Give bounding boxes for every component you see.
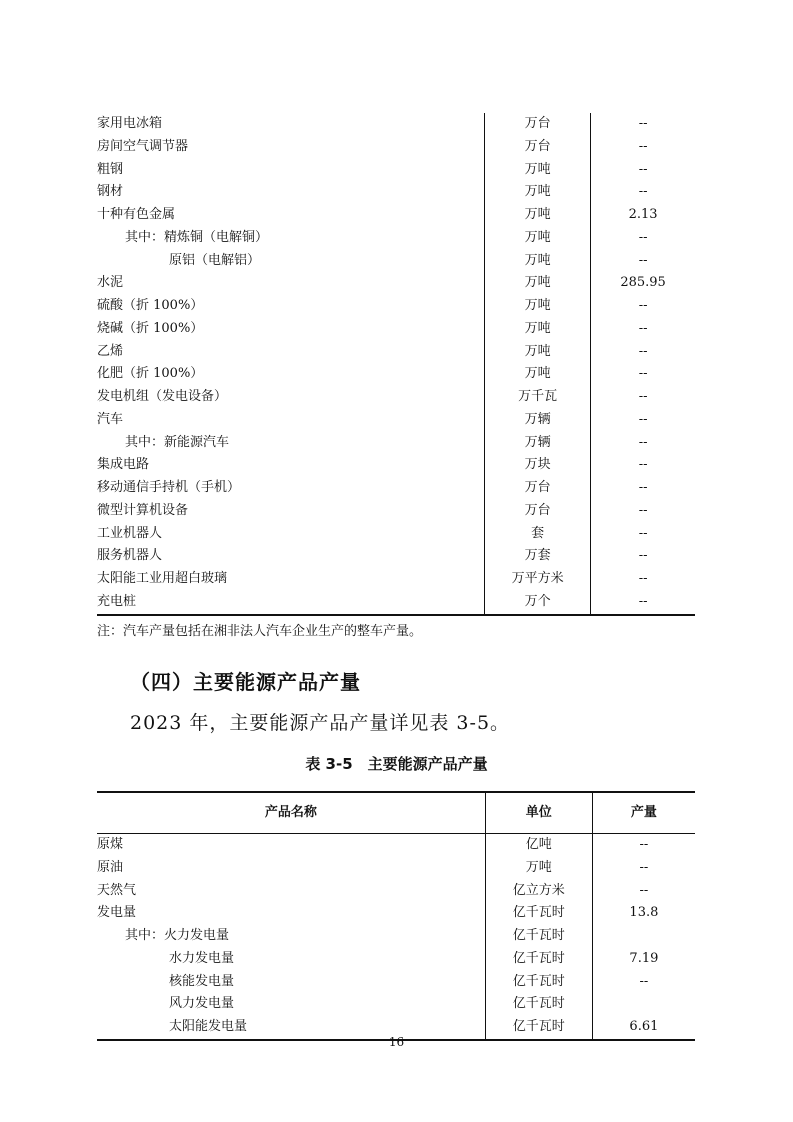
product-name-cell: 移动通信手持机（手机） [97, 480, 241, 495]
table-row [97, 363, 695, 386]
unit-cell: 万吨 [485, 318, 591, 341]
industrial-products-table [97, 113, 695, 616]
column-header-unit: 单位 [485, 792, 592, 834]
table-row [97, 477, 695, 500]
output-value-cell: -- [591, 545, 695, 568]
table-row [97, 136, 695, 159]
output-value-cell: 285.95 [591, 272, 695, 295]
table-row [97, 454, 695, 477]
output-value-cell: -- [591, 477, 695, 500]
table-row [97, 993, 695, 1016]
product-name-cell: 粗钢 [97, 161, 124, 177]
unit-cell: 万平方米 [485, 568, 591, 591]
table-row [97, 880, 695, 903]
energy-products-table [97, 791, 695, 1041]
output-value-cell: 2.13 [591, 204, 695, 227]
table-header-row [97, 792, 695, 834]
unit-cell: 亿千瓦时 [485, 1016, 592, 1040]
output-value-cell: -- [591, 500, 695, 523]
unit-cell: 万个 [485, 591, 591, 615]
page-number: 16 [388, 1035, 405, 1049]
product-name-cell: 乙烯 [97, 343, 124, 359]
table-row [97, 409, 695, 432]
unit-cell: 亿吨 [485, 834, 592, 857]
output-value-cell: -- [591, 591, 695, 615]
table-row [97, 204, 695, 227]
product-name-cell: 硫酸（折 100%） [97, 298, 204, 313]
product-name-cell: 充电桩 [97, 593, 137, 609]
table-row [97, 971, 695, 994]
unit-cell: 万辆 [485, 409, 591, 432]
product-name-cell: 集成电路 [97, 457, 150, 473]
table-footnote: 注：汽车产量包括在湘非法人汽车企业生产的整车产量。 [97, 624, 423, 639]
product-name-cell: 家用电冰箱 [97, 116, 163, 131]
output-value-cell: -- [591, 386, 695, 409]
output-value-cell: -- [591, 432, 695, 455]
output-value-cell: -- [591, 227, 695, 250]
table-row [97, 545, 695, 568]
product-name-cell: 十种有色金属 [97, 207, 176, 222]
table-row [97, 272, 695, 295]
product-name-cell: 原煤 [97, 837, 124, 852]
table-row [97, 341, 695, 364]
unit-cell: 亿立方米 [485, 880, 592, 903]
product-name-cell: 水泥 [97, 275, 124, 291]
product-name-cell: 其中：新能源汽车 [125, 434, 230, 450]
product-name-cell: 钢材 [97, 184, 124, 200]
product-name-cell: 风力发电量 [169, 996, 235, 1012]
output-value-cell: -- [591, 318, 695, 341]
unit-cell: 万台 [485, 136, 591, 159]
unit-cell: 万吨 [485, 857, 592, 880]
product-name-cell: 太阳能工业用超白玻璃 [97, 571, 228, 586]
section-heading: （四）主要能源产品产量 [130, 670, 361, 694]
unit-cell: 万吨 [485, 204, 591, 227]
product-name-cell: 水力发电量 [169, 950, 235, 966]
output-value-cell: -- [591, 523, 695, 546]
output-value-cell: -- [591, 295, 695, 318]
unit-cell: 万吨 [485, 181, 591, 204]
unit-cell: 万千瓦 [485, 386, 591, 409]
unit-cell: 万块 [485, 454, 591, 477]
product-name-cell: 发电机组（发电设备） [97, 389, 228, 404]
output-value-cell: -- [591, 568, 695, 591]
unit-cell: 万吨 [485, 363, 591, 386]
table-row [97, 948, 695, 971]
output-value-cell: -- [591, 250, 695, 273]
product-name-cell: 核能发电量 [169, 973, 235, 989]
output-value-cell: -- [591, 409, 695, 432]
output-value-cell: -- [592, 971, 695, 994]
unit-cell: 万套 [485, 545, 591, 568]
table-row [97, 591, 695, 615]
product-name-cell: 服务机器人 [97, 548, 163, 564]
unit-cell: 万辆 [485, 432, 591, 455]
table-row [97, 227, 695, 250]
unit-cell: 万吨 [485, 227, 591, 250]
output-value-cell: 6.61 [592, 1016, 695, 1040]
product-name-cell: 烧碱（折 100%） [97, 320, 204, 336]
product-name-cell: 工业机器人 [97, 525, 163, 541]
output-value-cell: -- [591, 454, 695, 477]
product-name-cell: 化肥（折 100%） [97, 366, 204, 382]
product-name-cell: 汽车 [97, 411, 124, 427]
output-value-cell: -- [591, 136, 695, 159]
table-row [97, 432, 695, 455]
product-name-cell: 太阳能发电量 [169, 1019, 248, 1034]
table-row [97, 295, 695, 318]
output-value-cell: -- [591, 341, 695, 364]
unit-cell: 万台 [485, 113, 591, 136]
table-row [97, 113, 695, 136]
table-row [97, 568, 695, 591]
table-row [97, 318, 695, 341]
unit-cell: 万吨 [485, 159, 591, 182]
unit-cell: 万吨 [485, 341, 591, 364]
table-row [97, 181, 695, 204]
output-value-cell: -- [591, 113, 695, 136]
output-value-cell [592, 993, 695, 1016]
table-row [97, 250, 695, 273]
body-paragraph: 2023 年，主要能源产品产量详见表 3-5。 [130, 712, 511, 734]
product-name-cell: 微型计算机设备 [97, 502, 189, 518]
unit-cell: 套 [485, 523, 591, 546]
unit-cell: 亿千瓦时 [485, 902, 592, 925]
unit-cell: 亿千瓦时 [485, 993, 592, 1016]
unit-cell: 万吨 [485, 295, 591, 318]
product-name-cell: 原油 [97, 859, 124, 875]
product-name-cell: 原铝（电解铝） [169, 252, 261, 268]
product-name-cell: 发电量 [97, 905, 137, 921]
table-row [97, 523, 695, 546]
output-value-cell: -- [591, 181, 695, 204]
unit-cell: 亿千瓦时 [485, 971, 592, 994]
unit-cell: 亿千瓦时 [485, 925, 592, 948]
unit-cell: 万台 [485, 477, 591, 500]
unit-cell: 万吨 [485, 250, 591, 273]
product-name-cell: 天然气 [97, 882, 137, 898]
output-value-cell [592, 925, 695, 948]
output-value-cell: 13.8 [592, 902, 695, 925]
table-caption: 表 3-5 主要能源产品产量 [305, 755, 488, 773]
table-row [97, 834, 695, 857]
column-header-output: 产量 [592, 792, 695, 834]
table-row [97, 902, 695, 925]
unit-cell: 亿千瓦时 [485, 948, 592, 971]
unit-cell: 万台 [485, 500, 591, 523]
table-row [97, 857, 695, 880]
output-value-cell: 7.19 [592, 948, 695, 971]
product-name-cell: 其中：精炼铜（电解铜） [125, 229, 269, 245]
product-name-cell: 房间空气调节器 [97, 138, 189, 154]
table-row [97, 925, 695, 948]
product-name-cell: 其中：火力发电量 [125, 928, 230, 943]
table-row [97, 159, 695, 182]
column-header-product: 产品名称 [97, 792, 485, 834]
output-value-cell: -- [592, 834, 695, 857]
unit-cell: 万吨 [485, 272, 591, 295]
table-row [97, 500, 695, 523]
output-value-cell: -- [592, 857, 695, 880]
table-row [97, 386, 695, 409]
output-value-cell: -- [591, 363, 695, 386]
output-value-cell: -- [592, 880, 695, 903]
output-value-cell: -- [591, 159, 695, 182]
